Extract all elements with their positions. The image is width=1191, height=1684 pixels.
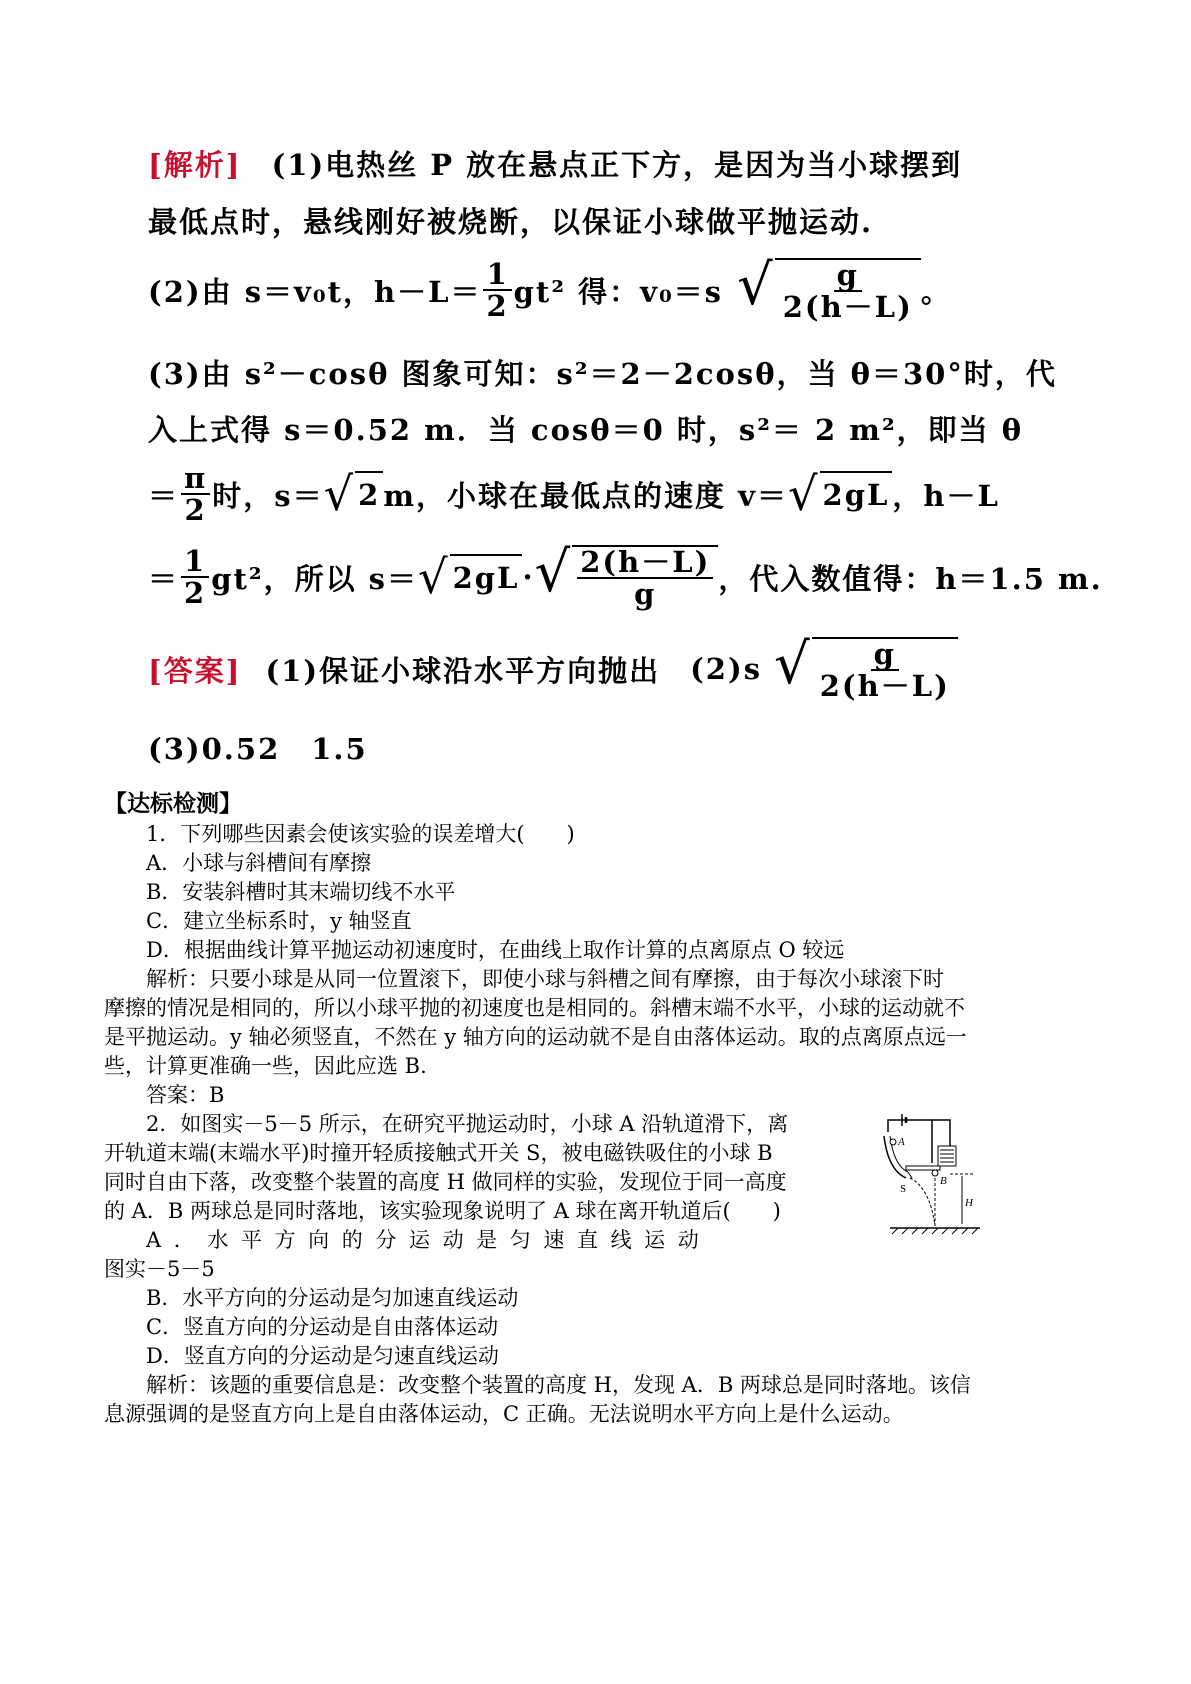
analysis-p1-line1: (1)电热丝 P 放在悬点正下方，是因为当小球摆到: [271, 148, 963, 182]
q2-stem-3: 同时自由下落，改变整个装置的高度 H 做同样的实验，发现位于同一高度: [104, 1170, 787, 1194]
q1-analysis-2: 摩擦的情况是相同的，所以小球平抛的初速度也是相同的。斜槽末端不水平，小球的运动就不: [104, 996, 965, 1020]
sqrt-symbol-icon: √: [787, 467, 820, 522]
sqrt-body: 2gL: [450, 554, 523, 600]
q1-analysis-4: 些，计算更准确一些，因此应选 B.: [104, 1054, 427, 1078]
q2-figure-caption: 图实－5－5: [104, 1257, 215, 1281]
q2-analysis-1: 解析：该题的重要信息是：改变整个装置的高度 H，发现 A．B 两球总是同时落地。该信: [146, 1373, 971, 1397]
analysis-line-7: [148, 540, 1103, 612]
q1-option-a: A．小球与斜槽间有摩擦: [146, 851, 372, 875]
sqrt-denominator: 2(h－L): [819, 669, 950, 704]
analysis-p1-line2: 最低点时，悬线刚好被烧断，以保证小球做平抛运动.: [148, 205, 874, 239]
q2-option-c: C．竖直方向的分运动是自由落体运动: [146, 1315, 499, 1339]
sqrt-2gL: [787, 467, 892, 522]
formula-text: m，小球在最低点的速度 v＝: [383, 478, 788, 513]
sqrt-2: [323, 467, 384, 522]
fraction-pi-over-2: [181, 463, 210, 526]
section-title: 【达标检测】: [104, 790, 242, 817]
sqrt-numerator: 2(h－L): [577, 547, 713, 579]
switch-icon: [908, 1172, 912, 1178]
q1-option-c: C．建立坐标系时，y 轴竖直: [146, 909, 412, 933]
q2-stem-1: 2．如图实－5－5 所示，在研究平抛运动时，小球 A 沿轨道滑下，离: [146, 1112, 789, 1136]
q1-option-d: D．根据曲线计算平抛运动初速度时，在曲线上取作计算的点离原点 O 较远: [146, 938, 845, 962]
sqrt-numerator: g: [871, 639, 899, 671]
answer-line-1: [148, 632, 958, 704]
formula-text: 时，s＝: [212, 478, 324, 513]
formula-text: ，代入数值得：h＝1.5 m.: [718, 561, 1103, 596]
circuit-wire-right: [932, 1120, 950, 1146]
answer-tag: [答案]: [148, 653, 242, 688]
q1-option-b: B．安装斜槽时其末端切线不水平: [146, 880, 456, 904]
formula-p2-mid: gt² 得：v₀＝s: [513, 274, 724, 309]
sqrt-g-over-2hL: [774, 632, 958, 704]
label-h: H: [965, 1197, 973, 1209]
platform: [906, 1166, 940, 1170]
sqrt-2gL: [418, 550, 522, 605]
electromagnet-icon: [938, 1146, 956, 1166]
fraction-denominator: 2: [184, 576, 207, 611]
sqrt-denominator: 2(h－L): [782, 290, 913, 325]
ball-a-icon: [890, 1139, 896, 1145]
analysis-line-6: [148, 463, 1000, 526]
formula-text: gt²，所以 s＝: [211, 561, 419, 596]
answer-part1: (1)保证小球沿水平方向抛出: [265, 653, 661, 688]
formula-text: ，h－L: [892, 478, 1000, 513]
sqrt-g-over-2hL: [737, 253, 921, 325]
multiply-dot: ·: [522, 560, 535, 595]
analysis-line-2: [148, 200, 873, 241]
q2-stem-4: 的 A．B 两球总是同时落地，该实验现象说明了 A 球在离开轨道后( ): [104, 1199, 781, 1223]
ball-b-icon: [932, 1170, 938, 1176]
q2-stem-2: 开轨道末端(末端水平)时撞开轻质接触式开关 S，被电磁铁吸住的小球 B: [104, 1141, 773, 1165]
q1-stem: 1．下列哪些因素会使该实验的误差增大( ): [146, 822, 575, 846]
label-s: S: [900, 1183, 907, 1195]
experiment-figure: [880, 1108, 990, 1238]
fraction-numerator: 1: [181, 546, 209, 578]
sqrt-symbol-icon: √: [737, 253, 775, 318]
label-b: B: [940, 1175, 947, 1187]
analysis-line-3: [148, 253, 952, 325]
sqrt-symbol-icon: √: [534, 540, 573, 605]
sqrt-2hL-over-g: [534, 540, 719, 612]
sqrt-symbol-icon: √: [774, 632, 812, 697]
label-a: A: [898, 1136, 905, 1148]
sqrt-body: 2gL: [820, 471, 893, 517]
sqrt-symbol-icon: √: [323, 467, 356, 522]
analysis-tag: [解析]: [148, 148, 242, 182]
sqrt-numerator: g: [834, 260, 862, 292]
fraction-numerator: 1: [483, 259, 511, 291]
analysis-line-1: [148, 143, 962, 184]
q2-option-b: B．水平方向的分运动是匀加速直线运动: [146, 1286, 519, 1310]
analysis-p3-line2: 入上式得 s＝0.52 m．当 cosθ＝0 时，s²＝ 2 m²，即当 θ: [148, 413, 1024, 447]
q1-analysis-3: 是平抛运动。y 轴必须竖直，不然在 y 轴方向的运动就不是自由落体运动。取的点离原点远一: [104, 1025, 967, 1049]
formula-p2-end: 。: [920, 274, 952, 309]
sqrt-denominator: g: [634, 577, 657, 612]
formula-p2-pre: (2)由 s＝v₀t，h－L＝: [148, 274, 482, 309]
sqrt-body: 2: [355, 471, 383, 517]
formula-eq: ＝: [148, 478, 180, 513]
fraction-half: [483, 259, 511, 322]
answer-line-2: [148, 727, 368, 768]
fraction-numerator: π: [181, 463, 210, 495]
q1-analysis-1: 解析：只要小球是从同一位置滚下，即使小球与斜槽之间有摩擦，由于每次小球滚下时: [146, 967, 944, 991]
fraction-half: [181, 546, 209, 609]
answer-part3: (3)0.52 1.5: [148, 732, 368, 766]
q1-answer: 答案：B: [146, 1083, 225, 1107]
answer-part2: (2)s: [690, 652, 763, 687]
formula-eq: ＝: [148, 561, 180, 596]
q2-analysis-2: 息源强调的是竖直方向上是自由落体运动，C 正确。无法说明水平方向上是什么运动。: [104, 1402, 904, 1426]
fraction-denominator: 2: [486, 289, 509, 324]
sqrt-symbol-icon: √: [418, 550, 450, 605]
analysis-p3-line1: (3)由 s²－cosθ 图象可知：s²＝2－2cosθ，当 θ＝30°时，代: [148, 357, 1057, 391]
q2-option-a: A．水平方向的分运动是匀速直线运动: [146, 1228, 712, 1252]
analysis-line-5: [148, 408, 1023, 449]
q2-option-d: D．竖直方向的分运动是匀速直线运动: [146, 1344, 499, 1368]
analysis-line-4: [148, 352, 1057, 393]
trajectory-a: [910, 1178, 935, 1226]
fraction-denominator: 2: [184, 493, 207, 528]
